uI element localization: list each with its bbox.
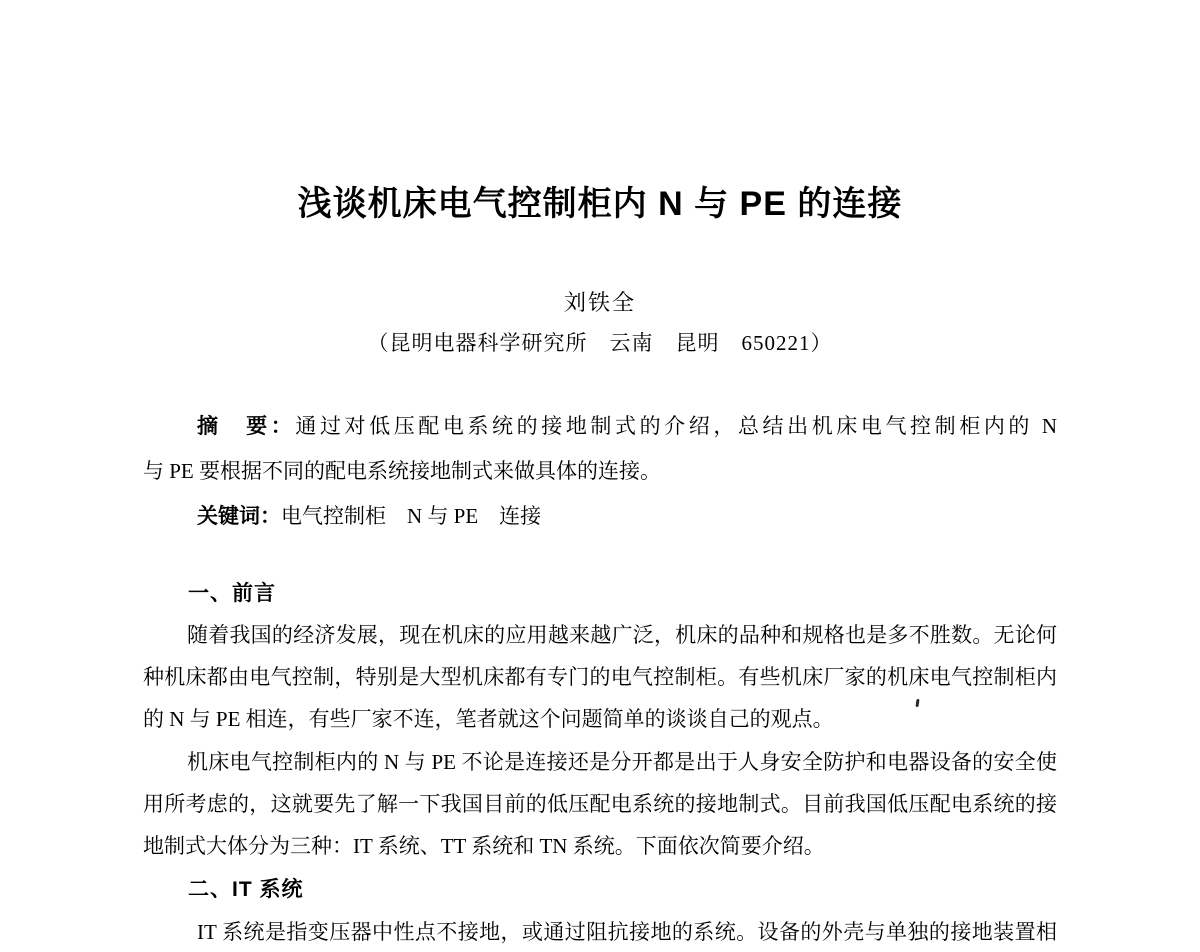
body-line: 随着我国的经济发展，现在机床的应用越来越广泛，机床的品种和规格也是多不胜数。无论何 xyxy=(187,623,1057,647)
author-name: 刘铁全 xyxy=(563,290,636,315)
body-line: 用所考虑的，这就要先了解一下我国目前的低压配电系统的接地制式。目前我国低压配电系统的接 xyxy=(143,792,1057,816)
abstract-line-2: 与 PE 要根据不同的配电系统接地制式来做具体的连接。 xyxy=(143,459,662,483)
body-line: 的 N 与 PE 相连，有些厂家不连，笔者就这个问题简单的谈谈自己的观点。 xyxy=(143,707,834,731)
abstract-label: 摘 要： xyxy=(197,414,296,438)
keywords-label: 关键词： xyxy=(197,504,281,528)
keywords-text: 电气控制柜 N 与 PE 连接 xyxy=(281,504,542,528)
body-line: 种机床都由电气控制，特别是大型机床都有专门的电气控制柜。有些机床厂家的机床电气控制柜内 xyxy=(143,665,1057,689)
abstract-text: 通过对低压配电系统的接地制式的介绍，总结出机床电气控制柜内的 N xyxy=(295,414,1057,438)
section-2-heading: 二、IT 系统 xyxy=(188,878,304,901)
body-line: 地制式大体分为三种：IT 系统、TT 系统和 TN 系统。下面依次简要介绍。 xyxy=(143,834,825,858)
body-line: 机床电气控制柜内的 N 与 PE 不论是连接还是分开都是出于人身安全防护和电器设备的安全使 xyxy=(187,750,1057,774)
abstract-line-1 xyxy=(143,413,1057,440)
keywords-line xyxy=(143,503,1057,530)
author-affiliation: （昆明电器科学研究所 云南 昆明 650221） xyxy=(367,331,833,355)
body-line: IT 系统是指变压器中性点不接地，或通过阻抗接地的系统。设备的外壳与单独的接地装置相 xyxy=(197,920,1057,944)
paper-title: 浅谈机床电气控制柜内 N 与 PE 的连接 xyxy=(297,185,903,223)
section-1-heading: 一、前言 xyxy=(188,582,276,605)
